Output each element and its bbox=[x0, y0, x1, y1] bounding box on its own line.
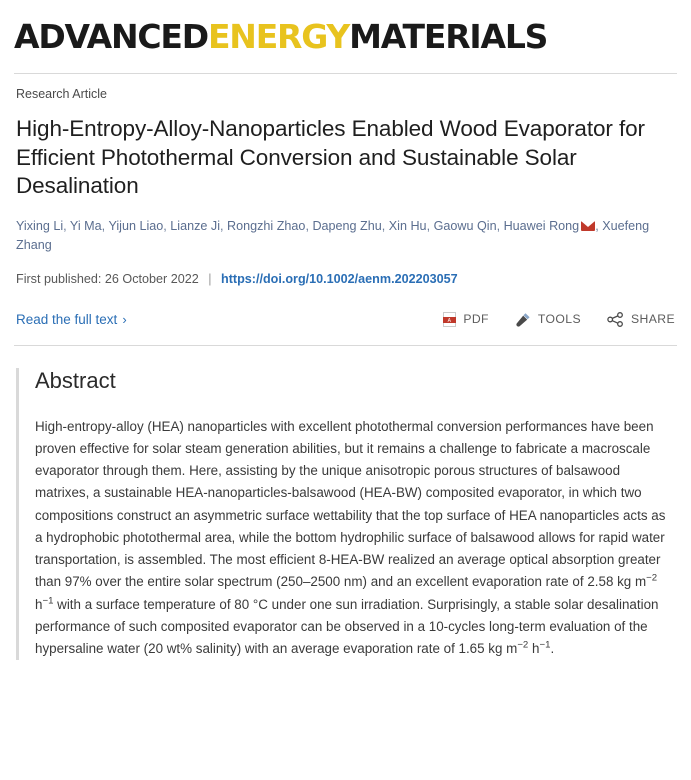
author-separator: , bbox=[101, 218, 109, 233]
author-separator: , bbox=[163, 218, 171, 233]
abstract-part-3: −1 bbox=[42, 595, 54, 607]
author-link-0[interactable]: Yixing Li bbox=[16, 218, 64, 233]
doi-link[interactable]: https://doi.org/10.1002/aenm.202203057 bbox=[221, 271, 458, 286]
wrench-icon bbox=[515, 312, 531, 327]
abstract-part-2: h bbox=[35, 596, 43, 612]
tools-button[interactable] bbox=[515, 312, 581, 327]
tools-label: TOOLS bbox=[537, 312, 581, 327]
abstract-part-6: h bbox=[528, 641, 540, 657]
share-button[interactable] bbox=[607, 312, 675, 327]
journal-logo[interactable] bbox=[14, 17, 677, 56]
journal-logo-word-advanced: ADVANCED bbox=[14, 17, 208, 56]
article-type-label: Research Article bbox=[16, 87, 108, 101]
author-separator: , bbox=[63, 218, 70, 233]
author-separator: , bbox=[595, 218, 603, 233]
author-link-9[interactable]: Xuefeng Zhang bbox=[16, 218, 650, 253]
pdf-button[interactable] bbox=[443, 312, 489, 327]
author-link-7[interactable]: Gaowu Qin bbox=[433, 218, 497, 233]
journal-logo-word-materials: MATERIALS bbox=[349, 17, 548, 56]
author-link-8[interactable]: Huawei Rong bbox=[503, 218, 580, 233]
publication-line bbox=[16, 272, 675, 286]
share-label: SHARE bbox=[631, 312, 675, 327]
abstract-section bbox=[0, 346, 691, 661]
abstract-part-4: with a surface temperature of 80 °C under one sun irradiation. Surprisingly, a stable solar desalination performance of such composited evaporator can be observed in a 10-cycles long-term evaluation of the hypersaline water (20 wt% salinity) with an average evaporation rate of 1.65 kg m bbox=[35, 596, 659, 657]
author-separator: , bbox=[426, 218, 434, 233]
abstract-part-0: High-entropy-alloy (HEA) nanoparticles with excellent photothermal conversion performances have been proven effective for solar steam generation abilities, but it remains a challenge to fabricate a macroscale evaporator through them. Here, assisting by the unique anisotropic porous structures of balsawood matrixes, a sustainable HEA-nanoparticles-balsawood (HEA-BW) composited evaporator, in which two compositions construct an asymmetric surface wettability that the top surface of HEA nanoparticles acts as a hydrophobic photothermal area, while the bottom hydrophilic surface of balsawood allows for rapid water transportation, is assembled. The most efficient 8-HEA-BW realized an average optical absorption greater than 97% over the entire solar spectrum (250–2500 nm) and an excellent evaporation rate of 2.58 kg m bbox=[35, 418, 666, 590]
author-link-1[interactable]: Yi Ma bbox=[69, 218, 102, 233]
author-separator: , bbox=[496, 218, 504, 233]
author-link-6[interactable]: Xin Hu bbox=[388, 218, 427, 233]
publine-divider: | bbox=[208, 271, 212, 286]
author-separator: , bbox=[305, 218, 313, 233]
abstract-part-1: −2 bbox=[646, 573, 658, 584]
envelope-icon[interactable] bbox=[581, 221, 595, 231]
pdf-icon bbox=[443, 312, 456, 327]
author-separator: , bbox=[381, 218, 389, 233]
abstract-accent-bar bbox=[16, 368, 19, 661]
page-title: High-Entropy-Alloy-Nanoparticles Enabled Wood Evaporator for Efficient Photothermal Conversion and Sustainable Solar Desalination bbox=[16, 116, 645, 199]
article-header bbox=[0, 74, 691, 286]
action-button-group bbox=[443, 312, 675, 327]
svg-text:A: A bbox=[447, 317, 452, 324]
abstract-part-8: . bbox=[550, 641, 555, 657]
author-link-5[interactable]: Dapeng Zhu bbox=[312, 218, 382, 233]
author-link-3[interactable]: Lianze Ji bbox=[170, 218, 221, 233]
first-published-label: First published: bbox=[16, 271, 102, 286]
author-list bbox=[16, 217, 675, 256]
abstract-part-7: −1 bbox=[539, 639, 551, 651]
abstract-paragraph bbox=[35, 416, 675, 661]
abstract-heading: Abstract bbox=[35, 367, 116, 393]
chevron-right-icon: › bbox=[122, 311, 127, 327]
read-full-text-label: Read the full text bbox=[16, 311, 118, 327]
first-published-date: 26 October 2022 bbox=[104, 271, 199, 286]
journal-masthead bbox=[0, 0, 691, 59]
read-full-text-link[interactable] bbox=[16, 312, 127, 327]
abstract-body bbox=[35, 368, 675, 661]
share-icon bbox=[607, 312, 624, 327]
abstract-part-5: −2 bbox=[517, 639, 529, 651]
author-separator: , bbox=[220, 218, 228, 233]
pdf-label: PDF bbox=[463, 312, 489, 327]
author-link-2[interactable]: Yijun Liao bbox=[108, 218, 164, 233]
journal-logo-word-energy: ENERGY bbox=[207, 17, 350, 56]
author-link-4[interactable]: Rongzhi Zhao bbox=[227, 218, 306, 233]
article-actions bbox=[0, 308, 691, 327]
